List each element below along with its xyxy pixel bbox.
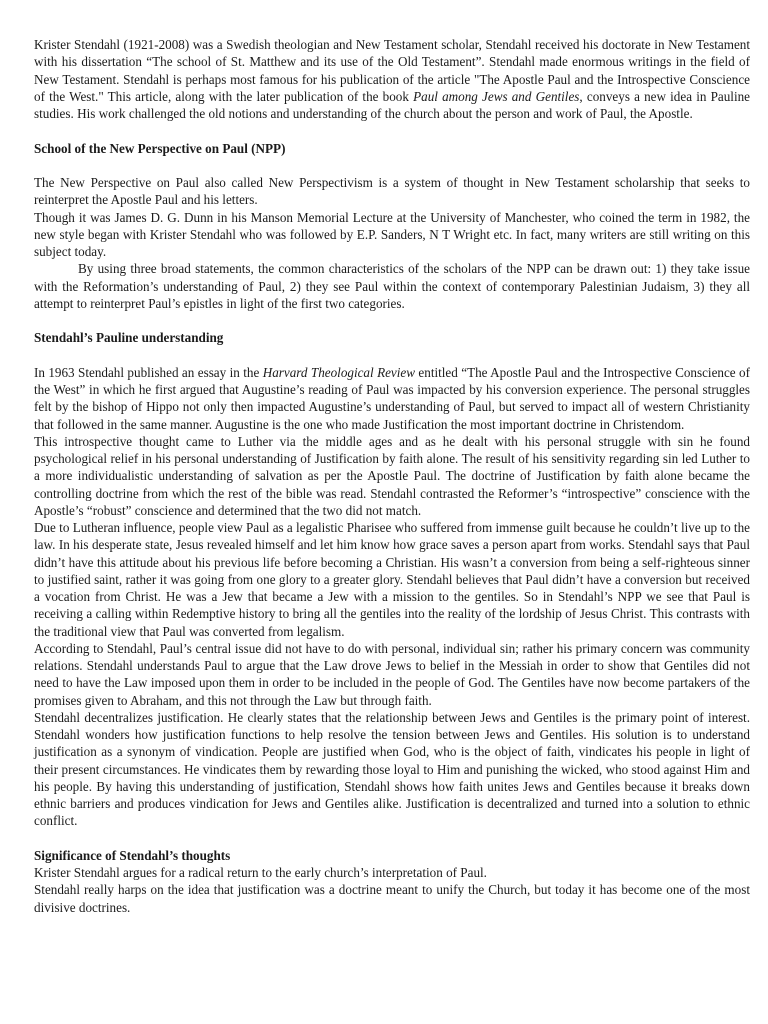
pauline-paragraph-2: This introspective thought came to Luther via the middle ages and as he dealt with his personal struggle with sin he found psychological relief in his personal understanding of Justification by faith alone. The result of his sensitivity regarding sin led Luther to a more individualistic understanding of salvation as per the Apostle Paul. The doctrine of Justification by faith alone became the controlling doctrine from which the rest of the bible was read. Stendahl contrasted the Reformer’s “introspective” conscience with the Apostle’s “robust” conscience and determined that the two did not match. — [34, 433, 750, 518]
spacer — [34, 122, 750, 139]
pauline-p1-text-a: In 1963 Stendahl published an essay in the — [34, 364, 263, 380]
significance-paragraph-1: Krister Stendahl argues for a radical return to the early church’s interpretation of Paul. — [34, 865, 487, 880]
intro-text-part2: , conveys a new idea in Pauline studies. His work challenged the old notions and understanding of the church about the person and work of Paul, the Apostle. — [34, 88, 751, 121]
pauline-paragraph-4: According to Stendahl, Paul’s central issue did not have to do with personal, individual sin; rather his primary concern was community relations. Stendahl understands Paul to argue that the Law drove Jews to belief in the Messiah in order to show that Gentiles did not need to have the Law imposed upon them in order to be included in the people of God. The Gentiles have now become partakers of the promises given to Abraham, and this not through the Law but through faith. — [34, 640, 750, 708]
pauline-paragraph-3: Due to Lutheran influence, people view Paul as a legalistic Pharisee who suffered from immense guilt because he couldn’t live up to the law. In his desperate state, Jesus revealed himself and let him know how grace saves a person apart from works. Stendahl says that Paul didn’t have this attitude about his previous life before becoming a Christian. His wasn’t a conversion from being a self-righteous sinner to justified saint, rather it was going from one glory to a greater glory. Stendahl believes that Paul didn’t have a conversion but received a vocation from Christ. He was a Jew that became a Jew with a mission to the gentiles. So in Stendahl’s NPP we see that Paul is receiving a calling within Redemptive history to bring all the gentiles into the reality of the lordship of Jesus Christ. This contrasts with the traditional view that Paul was converted from legalism. — [34, 520, 750, 639]
pauline-p1-text-b: entitled “The Apostle Paul and the Introspective Conscience of the West” in which he first argued that Augustine’s reading of Paul was impacted by his conversion experience. The personal struggles felt by the bishop of Hippo not only then impacted Augustine’s understanding of Paul, but served to impact all of western Christianity that followed in the same manner. Augustine is the one who made Justification the most important doctrine in Christendom. — [34, 364, 750, 432]
npp-paragraph-2: Though it was James D. G. Dunn in his Manson Memorial Lecture at the University of Manchester, who coined the term in 1982, the new style began with Krister Stendahl who was followed by E.P. Sanders, N T Wright etc. In fact, many writers are still writing on this subject today. — [34, 209, 750, 259]
npp-paragraph-1: The New Perspective on Paul also called New Perspectivism is a system of thought in New Testament scholarship that seeks to reinterpret the Apostle Paul and his letters. — [34, 175, 750, 208]
intro-paragraph — [34, 36, 750, 122]
document-page — [34, 36, 750, 916]
spacer — [34, 312, 750, 329]
book-title: Paul among Jews and Gentiles — [413, 88, 580, 104]
npp-paragraph-3: By using three broad statements, the common characteristics of the scholars of the NPP can be drawn out: 1) they take issue with the Reformation’s understanding of Paul, 2) they see Paul within the context of contemporary Palestinian Judaism, 3) they all attempt to reinterpret Paul’s epistles in light of the first two categories. — [34, 261, 750, 311]
pauline-paragraph-1 — [34, 364, 750, 433]
journal-title: Harvard Theological Review — [262, 364, 416, 380]
spacer — [34, 347, 750, 364]
pauline-paragraph-5: Stendahl decentralizes justification. He clearly states that the relationship between Jews and Gentiles is the primary point of interest. Stendahl wonders how justification functions to help resolve the tension between Jews and Gentiles. His solution is to understand justification as a synonym of vindication. People are justified when God, who is the object of faith, vindicates his people in light of their present circumstances. He vindicates them by rewarding those loyal to Him and punishing the wicked, who stood against Him and his people. By having this understanding of justification, Stendahl shows how faith unites Jews and Gentiles because it breaks down ethnic barriers and produces vindication for Jews and Gentiles alike. Justification is decentralized and turned into a solution to ethnic conflict. — [34, 709, 750, 829]
significance-paragraph-2: Stendahl really harps on the idea that justification was a doctrine meant to unify the Church, but today it has become one of the most divisive doctrines. — [34, 882, 750, 915]
section-heading-pauline: Stendahl’s Pauline understanding — [34, 330, 224, 346]
spacer — [34, 157, 750, 174]
spacer — [34, 830, 750, 847]
section-heading-significance: Significance of Stendahl’s thoughts — [34, 847, 231, 863]
intro-text-part1: Krister Stendahl (1921-2008) was a Swedish theologian and New Testament scholar, Stendahl received his doctorate in New Testament with his dissertation “The school of St. Matthew and its use of the Old Testament”. Stendahl made enormous writings in the field of New Testament. Stendahl is perhaps most famous for his publication of the article "The Apostle Paul and the Introspective Conscience of the West." This article, along with the later publication of the book — [34, 37, 750, 104]
section-heading-npp: School of the New Perspective on Paul (NPP) — [34, 140, 286, 156]
